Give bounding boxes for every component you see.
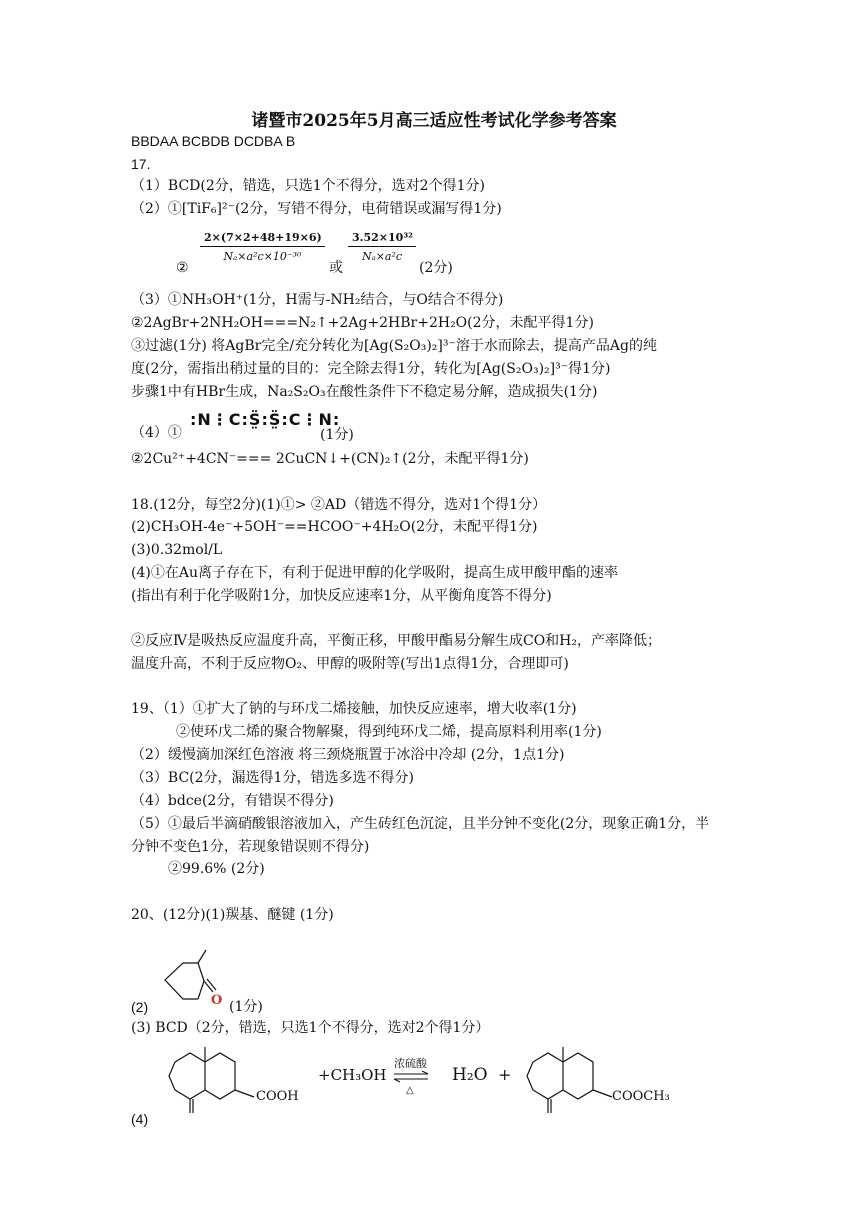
page-title: 诸暨市2025年5月高三适应性考试化学参考答案	[251, 111, 617, 131]
q17-part3d: 度(2分，需指出稍过量的目的：完全除去得1分，转化为[Ag(S₂O₃)₂]³⁻得1分)	[131, 361, 611, 377]
methylcyclohexanone-structure	[158, 950, 238, 1010]
density-formula-1	[200, 231, 325, 263]
q18-line3: (3)0.32mol/L	[131, 542, 223, 558]
q18-line7: 温度升高，不利于反应物O₂、甲醇的吸附等(写出1点得1分，合理即可)	[131, 656, 569, 672]
q19-line8: ②99.6% (2分)	[168, 861, 265, 877]
ester-group-label: COOCH₃	[612, 1089, 670, 1104]
q17-part4b: ②2Cu²⁺+4CN⁻=== 2CuCN↓+(CN)₂↑(2分，未配平得1分)	[131, 451, 529, 467]
q17-part3c: ③过滤(1分) 将AgBr完全/充分转化为[Ag(S₂O₃)₂]³⁻溶于水而除去，提高产品Ag的纯	[131, 338, 657, 354]
lewis-structure: :N⋮C:S̤̈:S̤̈:C⋮N:	[190, 410, 341, 429]
q20-part2-label: (2)	[131, 999, 149, 1015]
water-product: H₂O	[452, 1065, 488, 1085]
q19-line4: （3）BC(2分，漏选得1分，错选多选不得分)	[131, 770, 414, 786]
q19-line1: 19、（1）①扩大了钠的与环戊二烯接触，加快反应速率，增大收率(1分)	[131, 701, 577, 717]
q17-part4a-score: (1分)	[320, 427, 354, 443]
q19-line7: 分钟不变色1分，若现象错误则不得分)	[131, 839, 370, 855]
q19-line5: （4）bdce(2分，有错误不得分)	[131, 793, 334, 809]
q17-part3e: 步骤1中有HBr生成，Na₂S₂O₃在酸性条件下不稳定易分解，造成损失(1分)	[131, 384, 598, 400]
oxygen-atom-label: O	[211, 993, 223, 1008]
q20-part2-score: (1分)	[229, 999, 263, 1015]
q17-part3b: ②2AgBr+2NH₂OH===N₂↑+2Ag+2HBr+2H₂O(2分，未配平得1分)	[131, 315, 594, 331]
q20-part4-label: (4)	[131, 1111, 149, 1127]
q18-line6: ②反应Ⅳ是吸热反应温度升高，平衡正移，甲酸甲酯易分解生成CO和H₂，产率降低；	[131, 633, 661, 649]
density-formula-1-numerator: 2×(7×2+48+19×6)	[200, 231, 325, 247]
density-formula-2-numerator: 3.52×10³²	[348, 231, 416, 247]
or-connector: 或	[329, 260, 343, 276]
q18-line2: (2)CH₃OH-4e⁻+5OH⁻==HCOO⁻+4H₂O(2分，未配平得1分)	[131, 519, 538, 535]
methanol-reactant: +CH₃OH	[318, 1066, 387, 1084]
heat-symbol: △	[406, 1085, 414, 1096]
q20-line1: 20、(12分)(1)羰基、醚键 (1分)	[131, 907, 334, 923]
plus-sign: +	[498, 1065, 512, 1084]
q17-part2a: （2）①[TiF₆]²⁻(2分，写错不得分，电荷错误或漏写得1分)	[131, 201, 502, 217]
bicyclic-acid-structure	[160, 1045, 270, 1115]
q19-line2: ②使环戊二烯的聚合物解聚，得到纯环戊二烯，提高原料利用率(1分)	[176, 724, 602, 740]
density-formula-2	[348, 231, 416, 263]
catalyst-label: 浓硫酸	[394, 1057, 427, 1070]
q19-line6: （5）①最后半滴硝酸银溶液加入，产生砖红色沉淀，且半分钟不变化(2分，现象正确1分，半	[131, 816, 710, 832]
multiple-choice-answers: BBDAA BCBDB DCDBA B	[131, 133, 296, 149]
q17-number: 17.	[131, 156, 151, 172]
q17-part2b-label: ②	[176, 260, 189, 276]
density-formula-1-denominator: Nₐ×a²c×10⁻³⁰	[223, 250, 302, 263]
q17-part3a: （3）①NH₃OH⁺(1分，H需与-NH₂结合，与O结合不得分)	[131, 292, 504, 308]
q17-part2b-score: (2分)	[419, 260, 453, 276]
carboxyl-group-label: COOH	[256, 1089, 299, 1104]
q18-line1: 18.(12分，每空2分)(1)①> ②AD（错选不得分，选对1个得1分）	[131, 497, 547, 513]
q19-line3: （2）缓慢滴加深红色溶液 将三颈烧瓶置于冰浴中冷却 (2分，1点1分)	[131, 747, 565, 763]
q20-line3: (3) BCD（2分，错选，只选1个不得分，选对2个得1分）	[131, 1020, 490, 1036]
q18-line5: (指出有利于化学吸附1分，加快反应速率1分，从平衡角度答不得分)	[131, 588, 552, 604]
q17-part1: （1）BCD(2分，错选，只选1个不得分，选对2个得1分)	[131, 178, 485, 194]
q17-part4a-label: （4）①	[131, 425, 182, 441]
density-formula-2-denominator: Nₐ×a²c	[361, 250, 403, 263]
q18-line4: (4)①在Au离子存在下，有利于促进甲醇的化学吸附，提高生成甲酸甲酯的速率	[131, 565, 618, 581]
